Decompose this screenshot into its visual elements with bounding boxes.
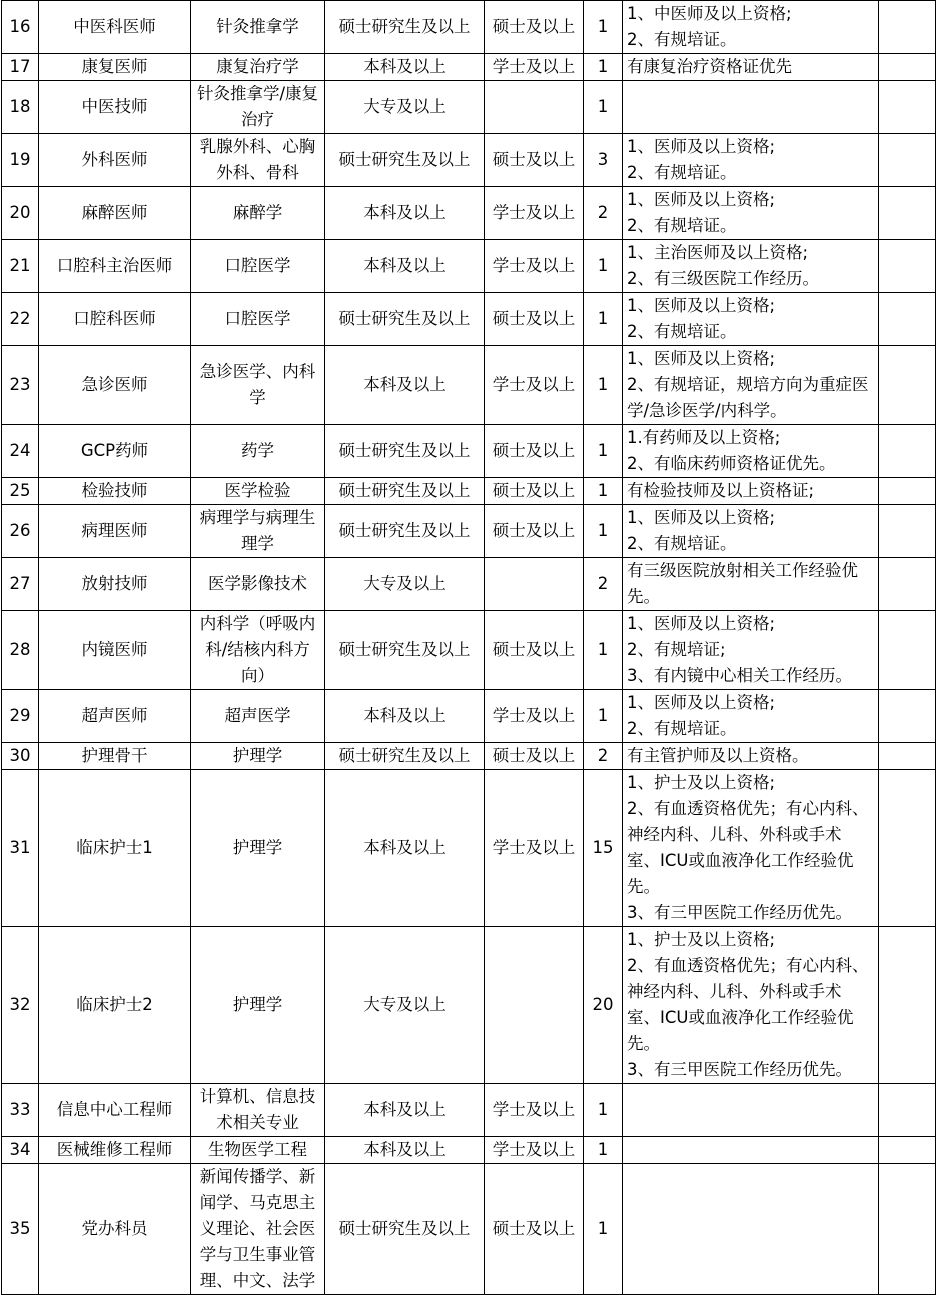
cell-headcount: 1: [584, 505, 623, 558]
cell-headcount: 20: [584, 927, 623, 1084]
cell-remark: [879, 425, 936, 478]
cell-position: 临床护士2: [39, 927, 191, 1084]
cell-degree: 学士及以上: [485, 240, 584, 293]
cell-major: 护理学: [191, 743, 325, 770]
cell-major: 生物医学工程: [191, 1137, 325, 1164]
cell-headcount: 1: [584, 81, 623, 134]
cell-education: 本科及以上: [325, 1137, 485, 1164]
cell-major: 计算机、信息技术相关专业: [191, 1084, 325, 1137]
cell-number: 30: [2, 743, 39, 770]
cell-requirements: 1、主治医师及以上资格; 2、有三级医院工作经历。: [623, 240, 879, 293]
cell-degree: 学士及以上: [485, 54, 584, 81]
cell-headcount: 15: [584, 770, 623, 927]
cell-major: 康复治疗学: [191, 54, 325, 81]
cell-degree: 硕士及以上: [485, 611, 584, 690]
table-row: [2, 187, 936, 240]
cell-number: 20: [2, 187, 39, 240]
cell-remark: [879, 478, 936, 505]
table-row: [2, 346, 936, 425]
cell-position: 内镜医师: [39, 611, 191, 690]
table-row: [2, 1084, 936, 1137]
cell-remark: [879, 611, 936, 690]
cell-education: 硕士研究生及以上: [325, 478, 485, 505]
table-row: [2, 1, 936, 54]
cell-education: 本科及以上: [325, 187, 485, 240]
table-row: [2, 558, 936, 611]
cell-degree: 硕士及以上: [485, 1164, 584, 1295]
cell-position: 外科医师: [39, 134, 191, 187]
cell-number: 28: [2, 611, 39, 690]
cell-requirements: [623, 1084, 879, 1137]
cell-major: 内科学（呼吸内科/结核内科方向）: [191, 611, 325, 690]
cell-degree: 硕士及以上: [485, 134, 584, 187]
cell-headcount: 2: [584, 187, 623, 240]
cell-requirements: 有康复治疗资格证优先: [623, 54, 879, 81]
cell-number: 16: [2, 1, 39, 54]
table-row: [2, 478, 936, 505]
cell-major: 新闻传播学、新闻学、马克思主义理论、社会医学与卫生事业管理、中文、法学: [191, 1164, 325, 1295]
cell-education: 本科及以上: [325, 690, 485, 743]
cell-education: 本科及以上: [325, 54, 485, 81]
cell-degree: 学士及以上: [485, 690, 584, 743]
cell-degree: 学士及以上: [485, 346, 584, 425]
cell-remark: [879, 134, 936, 187]
cell-headcount: 1: [584, 293, 623, 346]
cell-number: 17: [2, 54, 39, 81]
cell-degree: [485, 927, 584, 1084]
cell-degree: [485, 81, 584, 134]
cell-education: 硕士研究生及以上: [325, 134, 485, 187]
cell-position: 超声医师: [39, 690, 191, 743]
cell-headcount: 2: [584, 743, 623, 770]
table-row: [2, 54, 936, 81]
cell-number: 31: [2, 770, 39, 927]
cell-remark: [879, 927, 936, 1084]
cell-remark: [879, 690, 936, 743]
table-row: [2, 240, 936, 293]
cell-number: 33: [2, 1084, 39, 1137]
table-row: [2, 927, 936, 1084]
cell-requirements: [623, 81, 879, 134]
cell-major: 超声医学: [191, 690, 325, 743]
cell-education: 本科及以上: [325, 1084, 485, 1137]
cell-position: 信息中心工程师: [39, 1084, 191, 1137]
cell-degree: 学士及以上: [485, 1084, 584, 1137]
cell-remark: [879, 1, 936, 54]
cell-degree: 硕士及以上: [485, 743, 584, 770]
cell-position: 中医技师: [39, 81, 191, 134]
cell-remark: [879, 505, 936, 558]
cell-position: GCP药师: [39, 425, 191, 478]
cell-degree: 硕士及以上: [485, 293, 584, 346]
cell-education: 大专及以上: [325, 558, 485, 611]
cell-requirements: 1、医师及以上资格; 2、有规培证。: [623, 187, 879, 240]
table-row: [2, 1137, 936, 1164]
cell-major: 药学: [191, 425, 325, 478]
cell-requirements: 1、医师及以上资格; 2、有规培证; 3、有内镜中心相关工作经历。: [623, 611, 879, 690]
cell-remark: [879, 293, 936, 346]
cell-remark: [879, 346, 936, 425]
cell-education: 本科及以上: [325, 346, 485, 425]
cell-requirements: 1、医师及以上资格; 2、有规培证。: [623, 134, 879, 187]
table-row: [2, 690, 936, 743]
cell-position: 口腔科主治医师: [39, 240, 191, 293]
cell-degree: 硕士及以上: [485, 425, 584, 478]
cell-major: 乳腺外科、心胸外科、骨科: [191, 134, 325, 187]
cell-requirements: 有三级医院放射相关工作经验优先。: [623, 558, 879, 611]
table-row: [2, 505, 936, 558]
cell-degree: 硕士及以上: [485, 478, 584, 505]
cell-headcount: 1: [584, 425, 623, 478]
cell-headcount: 2: [584, 558, 623, 611]
cell-requirements: 1、护士及以上资格; 2、有血透资格优先；有心内科、神经内科、儿科、外科或手术室、ICU或血液净化工作经验优先。 3、有三甲医院工作经历优先。: [623, 770, 879, 927]
cell-requirements: 1、医师及以上资格; 2、有规培证。: [623, 505, 879, 558]
cell-remark: [879, 81, 936, 134]
cell-number: 35: [2, 1164, 39, 1295]
table-body: [2, 1, 936, 1295]
table-row: [2, 293, 936, 346]
table-row: [2, 770, 936, 927]
cell-major: 口腔医学: [191, 240, 325, 293]
cell-education: 硕士研究生及以上: [325, 1164, 485, 1295]
cell-requirements: 1、医师及以上资格; 2、有规培证。: [623, 293, 879, 346]
cell-position: 病理医师: [39, 505, 191, 558]
cell-education: 硕士研究生及以上: [325, 743, 485, 770]
cell-headcount: 1: [584, 478, 623, 505]
cell-degree: 学士及以上: [485, 1137, 584, 1164]
cell-position: 护理骨干: [39, 743, 191, 770]
cell-requirements: 有检验技师及以上资格证;: [623, 478, 879, 505]
cell-position: 康复医师: [39, 54, 191, 81]
cell-degree: 硕士及以上: [485, 1, 584, 54]
table-row: [2, 134, 936, 187]
cell-position: 医械维修工程师: [39, 1137, 191, 1164]
cell-requirements: 1、医师及以上资格; 2、有规培证，规培方向为重症医学/急诊医学/内科学。: [623, 346, 879, 425]
cell-major: 急诊医学、内科学: [191, 346, 325, 425]
cell-remark: [879, 187, 936, 240]
cell-headcount: 3: [584, 134, 623, 187]
cell-requirements: [623, 1137, 879, 1164]
cell-education: 硕士研究生及以上: [325, 1, 485, 54]
table-row: [2, 743, 936, 770]
cell-major: 口腔医学: [191, 293, 325, 346]
cell-remark: [879, 558, 936, 611]
cell-major: 麻醉学: [191, 187, 325, 240]
cell-education: 大专及以上: [325, 927, 485, 1084]
cell-headcount: 1: [584, 54, 623, 81]
cell-headcount: 1: [584, 1164, 623, 1295]
cell-number: 26: [2, 505, 39, 558]
cell-major: 针灸推拿学: [191, 1, 325, 54]
cell-education: 本科及以上: [325, 770, 485, 927]
cell-number: 32: [2, 927, 39, 1084]
cell-degree: 学士及以上: [485, 770, 584, 927]
cell-degree: 硕士及以上: [485, 505, 584, 558]
cell-position: 临床护士1: [39, 770, 191, 927]
cell-requirements: 1、医师及以上资格; 2、有规培证。: [623, 690, 879, 743]
cell-education: 硕士研究生及以上: [325, 425, 485, 478]
cell-number: 21: [2, 240, 39, 293]
cell-requirements: 有主管护师及以上资格。: [623, 743, 879, 770]
table-row: [2, 611, 936, 690]
cell-education: 硕士研究生及以上: [325, 505, 485, 558]
cell-remark: [879, 1084, 936, 1137]
cell-headcount: 1: [584, 346, 623, 425]
cell-major: 病理学与病理生理学: [191, 505, 325, 558]
cell-headcount: 1: [584, 1084, 623, 1137]
cell-position: 检验技师: [39, 478, 191, 505]
cell-headcount: 1: [584, 240, 623, 293]
cell-headcount: 1: [584, 611, 623, 690]
cell-remark: [879, 54, 936, 81]
cell-degree: [485, 558, 584, 611]
cell-number: 24: [2, 425, 39, 478]
cell-position: 急诊医师: [39, 346, 191, 425]
cell-requirements: 1、中医师及以上资格; 2、有规培证。: [623, 1, 879, 54]
cell-remark: [879, 743, 936, 770]
cell-position: 麻醉医师: [39, 187, 191, 240]
cell-major: 护理学: [191, 770, 325, 927]
cell-number: 34: [2, 1137, 39, 1164]
cell-headcount: 1: [584, 1, 623, 54]
cell-major: 针灸推拿学/康复治疗: [191, 81, 325, 134]
cell-requirements: 1.有药师及以上资格; 2、有临床药师资格证优先。: [623, 425, 879, 478]
cell-position: 口腔科医师: [39, 293, 191, 346]
recruitment-table: [1, 0, 936, 1295]
table-row: [2, 81, 936, 134]
cell-number: 25: [2, 478, 39, 505]
cell-remark: [879, 1137, 936, 1164]
cell-number: 18: [2, 81, 39, 134]
cell-education: 硕士研究生及以上: [325, 611, 485, 690]
cell-position: 中医科医师: [39, 1, 191, 54]
cell-remark: [879, 770, 936, 927]
cell-number: 22: [2, 293, 39, 346]
table-row: [2, 425, 936, 478]
cell-degree: 学士及以上: [485, 187, 584, 240]
cell-remark: [879, 240, 936, 293]
cell-position: 放射技师: [39, 558, 191, 611]
cell-headcount: 1: [584, 690, 623, 743]
cell-position: 党办科员: [39, 1164, 191, 1295]
cell-number: 19: [2, 134, 39, 187]
cell-education: 大专及以上: [325, 81, 485, 134]
cell-number: 23: [2, 346, 39, 425]
cell-number: 29: [2, 690, 39, 743]
cell-education: 本科及以上: [325, 240, 485, 293]
cell-major: 医学检验: [191, 478, 325, 505]
cell-number: 27: [2, 558, 39, 611]
cell-major: 护理学: [191, 927, 325, 1084]
cell-education: 硕士研究生及以上: [325, 293, 485, 346]
cell-headcount: 1: [584, 1137, 623, 1164]
cell-major: 医学影像技术: [191, 558, 325, 611]
cell-requirements: 1、护士及以上资格; 2、有血透资格优先；有心内科、神经内科、儿科、外科或手术室、ICU或血液净化工作经验优先。 3、有三甲医院工作经历优先。: [623, 927, 879, 1084]
